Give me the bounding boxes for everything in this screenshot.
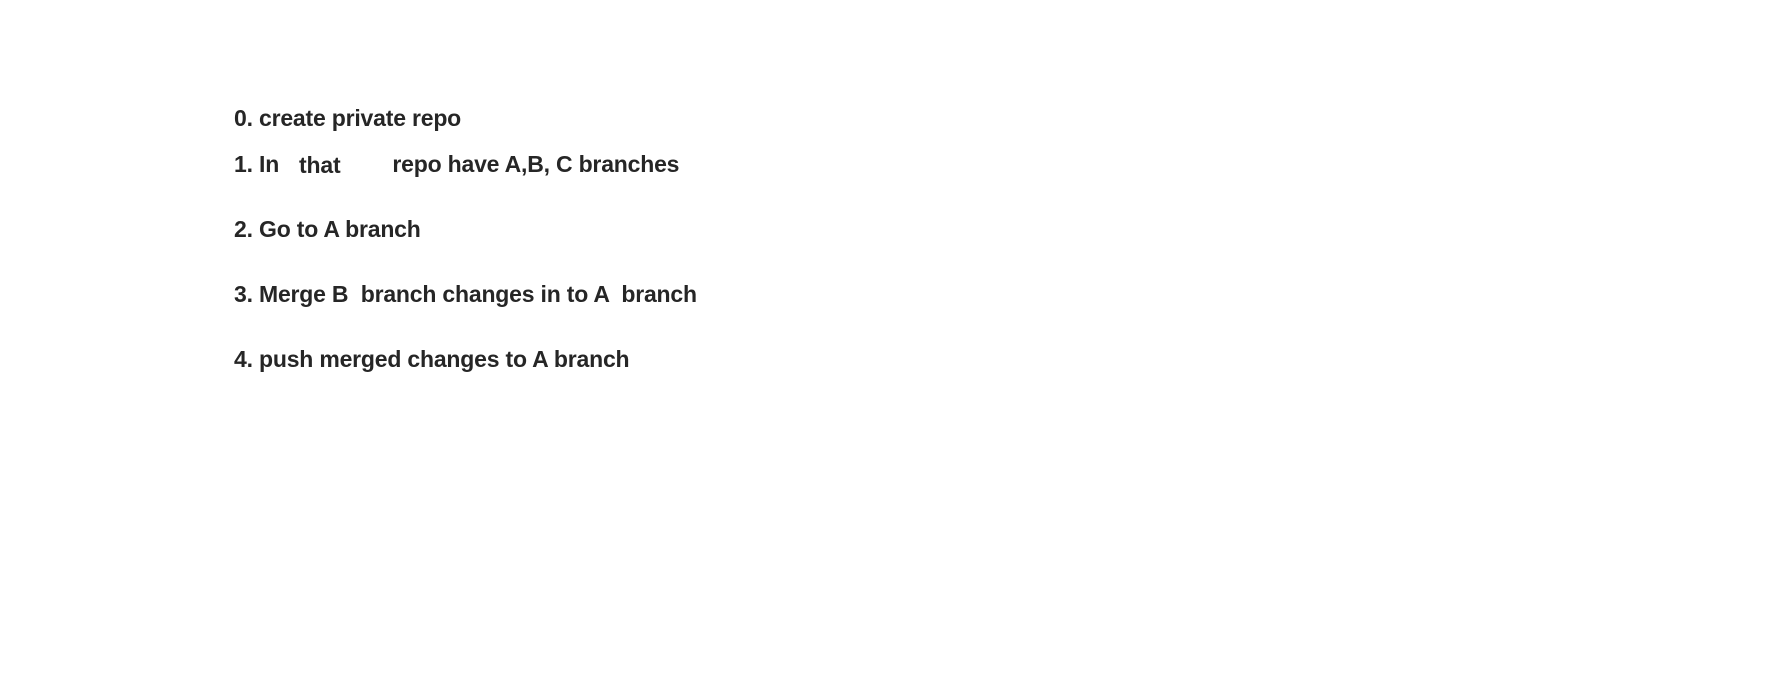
- step-number: 3.: [234, 281, 253, 307]
- step-text-part: that: [299, 152, 341, 178]
- step-number: 0.: [234, 105, 253, 131]
- step-text: Go to A branch: [259, 216, 421, 242]
- step-text-part: In: [259, 151, 280, 177]
- step-text-part: branch changes in to A: [360, 281, 609, 307]
- step-3: [234, 280, 697, 308]
- step-number: 4.: [234, 346, 253, 372]
- step-4: [234, 345, 629, 373]
- step-1: [234, 150, 679, 178]
- step-text: create private repo: [259, 105, 462, 131]
- step-text-part: branch: [621, 281, 697, 307]
- step-text: push merged changes to A branch: [259, 346, 630, 372]
- step-2: [234, 215, 421, 243]
- step-text-part: Merge B: [259, 281, 349, 307]
- step-text-part: repo have A,B, C branches: [392, 151, 680, 177]
- step-number: 1.: [234, 151, 253, 177]
- step-number: 2.: [234, 216, 253, 242]
- step-0: [234, 104, 461, 132]
